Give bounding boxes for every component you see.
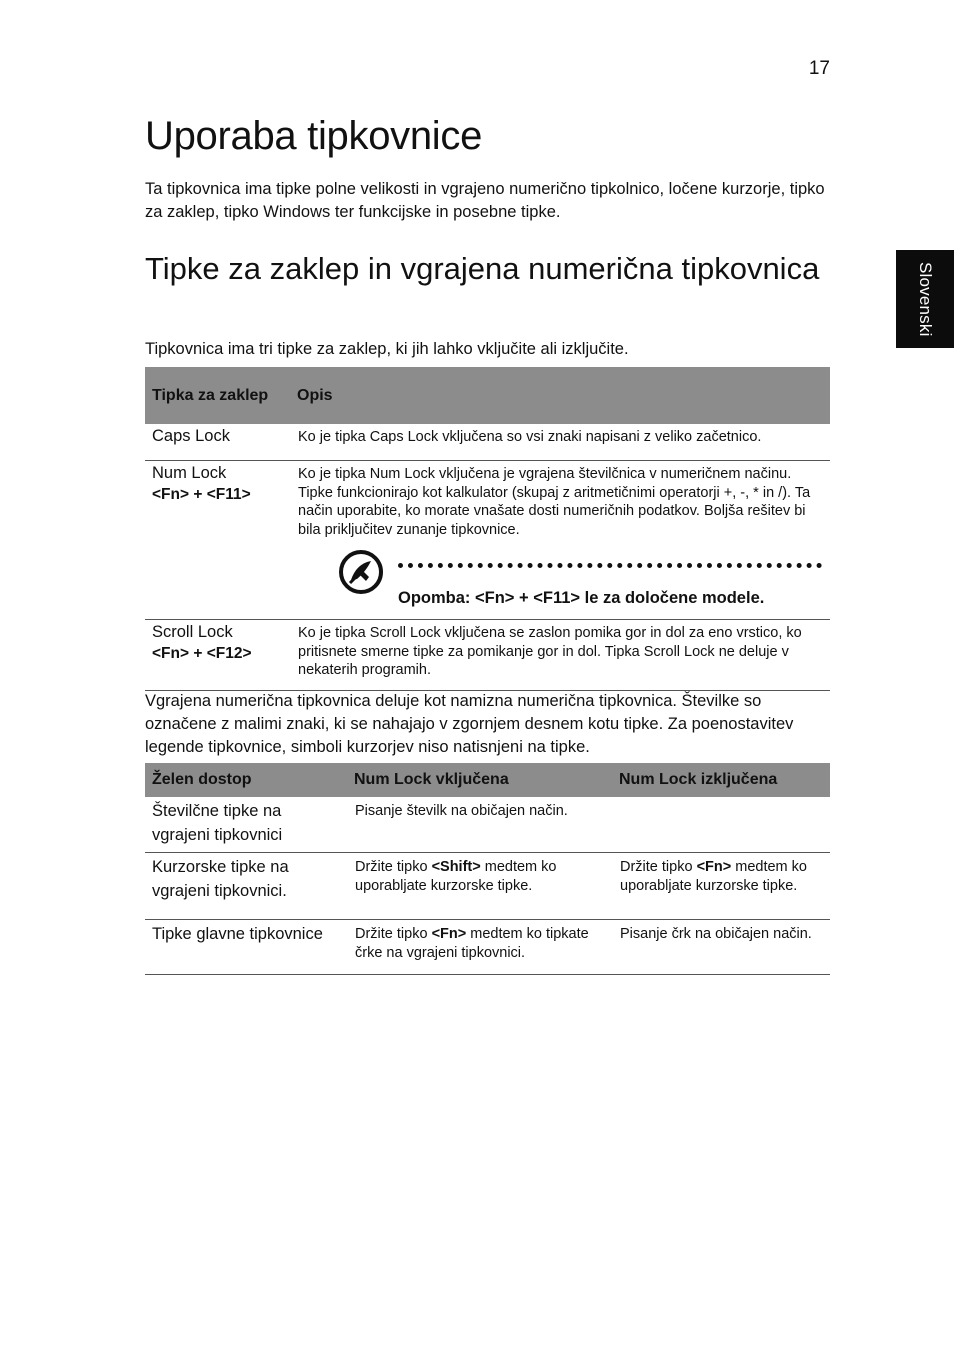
numlock-off-cell — [612, 920, 830, 975]
cell-text: Držite tipko — [620, 859, 697, 875]
note-divider — [398, 563, 822, 568]
cell-text: medtem ko uporabljate kurzorske tipke. — [620, 859, 807, 894]
cell-key: <Shift> — [431, 859, 481, 875]
numlock-on-cell — [347, 797, 612, 853]
table-row — [145, 920, 830, 975]
cell-text: medtem ko tipkate črke na vgrajeni tipkovnici. — [355, 926, 589, 961]
numlock-on-cell — [347, 853, 612, 920]
cell-text: Pisanje številk na običajen način. — [355, 803, 568, 819]
cell-text: Pisanje črk na običajen način. — [620, 926, 812, 942]
header-numlock-off: Num Lock izključena — [612, 763, 830, 797]
header-access: Želen dostop — [145, 763, 347, 797]
description-cell: Ko je tipka Scroll Lock vključena se zaslon pomika gor in dol za eno vrstico, ko pritisnete smerne tipke za pomikanje gor in dol. Tipka Scroll Lock ne deluje v nekaterih programih. — [290, 620, 830, 691]
key-combo: <Fn> + <F12> — [152, 645, 252, 662]
description-cell — [290, 461, 830, 620]
table-row — [145, 424, 830, 461]
table-row — [145, 853, 830, 920]
note-box — [298, 549, 822, 615]
key-combo: <Fn> + <F11> — [152, 486, 251, 503]
table-row — [145, 620, 830, 691]
language-tab — [896, 250, 954, 348]
access-label: Tipke glavne tipkovnice — [145, 920, 347, 975]
table-row — [145, 461, 830, 620]
acer-note-icon — [338, 549, 384, 595]
cell-text: Držite tipko — [355, 859, 432, 875]
header-key: Tipka za zaklep — [145, 367, 290, 424]
table-header-row — [145, 367, 830, 424]
numlock-off-cell — [612, 853, 830, 920]
cell-key: <Fn> — [431, 926, 467, 942]
header-numlock-on: Num Lock vključena — [347, 763, 612, 797]
key-name: Scroll Lock — [152, 623, 233, 641]
access-label: Kurzorske tipke na vgrajeni tipkovnici. — [145, 853, 347, 920]
description-cell: Ko je tipka Caps Lock vključena so vsi znaki napisani z veliko začetnico. — [290, 424, 830, 461]
access-label: Številčne tipke na vgrajeni tipkovnici — [145, 797, 347, 853]
description-text: Ko je tipka Num Lock vključena je vgrajena številčnica v numeričnem načinu. Tipke funkcionirajo kot kalkulator (skupaj z aritmetičnimi operatorji +, -, * in /). Ta način uporabite, ko morate vnašate dosti numeričnih podatkov. Boljša rešitev bi bila priključitev zunanje tipkovnice. — [298, 466, 811, 538]
key-cell — [145, 620, 290, 691]
numlock-off-cell — [612, 797, 830, 853]
header-description: Opis — [290, 367, 830, 424]
numlock-on-cell — [347, 920, 612, 975]
lock-keys-table — [145, 367, 830, 691]
table-header-row — [145, 763, 830, 797]
numeric-keypad-paragraph: Vgrajena numerična tipkovnica deluje kot namizna numerična tipkovnica. Številke so označene z malimi znaki, ki se nahajajo v zgornjem desnem kotu tipke. Za poenostavitev legende tipkovnice, simboli kurzorjev niso natisnjeni na tipke. — [145, 692, 794, 756]
note-text: Opomba: <Fn> + <F11> le za določene modele. — [398, 589, 765, 607]
section-lead: Tipkovnica ima tri tipke za zaklep, ki jih lahko vključite ali izključite. — [145, 340, 629, 358]
cell-text: Držite tipko — [355, 926, 432, 942]
key-name: Caps Lock — [152, 427, 230, 445]
language-tab-label: Slovenski — [916, 261, 935, 337]
section-title: Tipke za zaklep in vgrajena numerična tipkovnica — [145, 251, 820, 286]
page-number: 17 — [808, 58, 830, 79]
table-row — [145, 797, 830, 853]
cell-text: medtem ko uporabljate kurzorske tipke. — [355, 859, 557, 894]
key-name: Num Lock — [152, 464, 227, 482]
access-table — [145, 763, 830, 975]
cell-key: <Fn> — [696, 859, 732, 875]
page-title: Uporaba tipkovnice — [145, 114, 483, 158]
key-cell — [145, 461, 290, 620]
intro-paragraph: Ta tipkovnica ima tipke polne velikosti in vgrajeno numerično tipkolnico, ločene kurzorje, tipko za zaklep, tipko Windows ter funkcijske in posebne tipke. — [145, 180, 825, 221]
key-cell — [145, 424, 290, 461]
